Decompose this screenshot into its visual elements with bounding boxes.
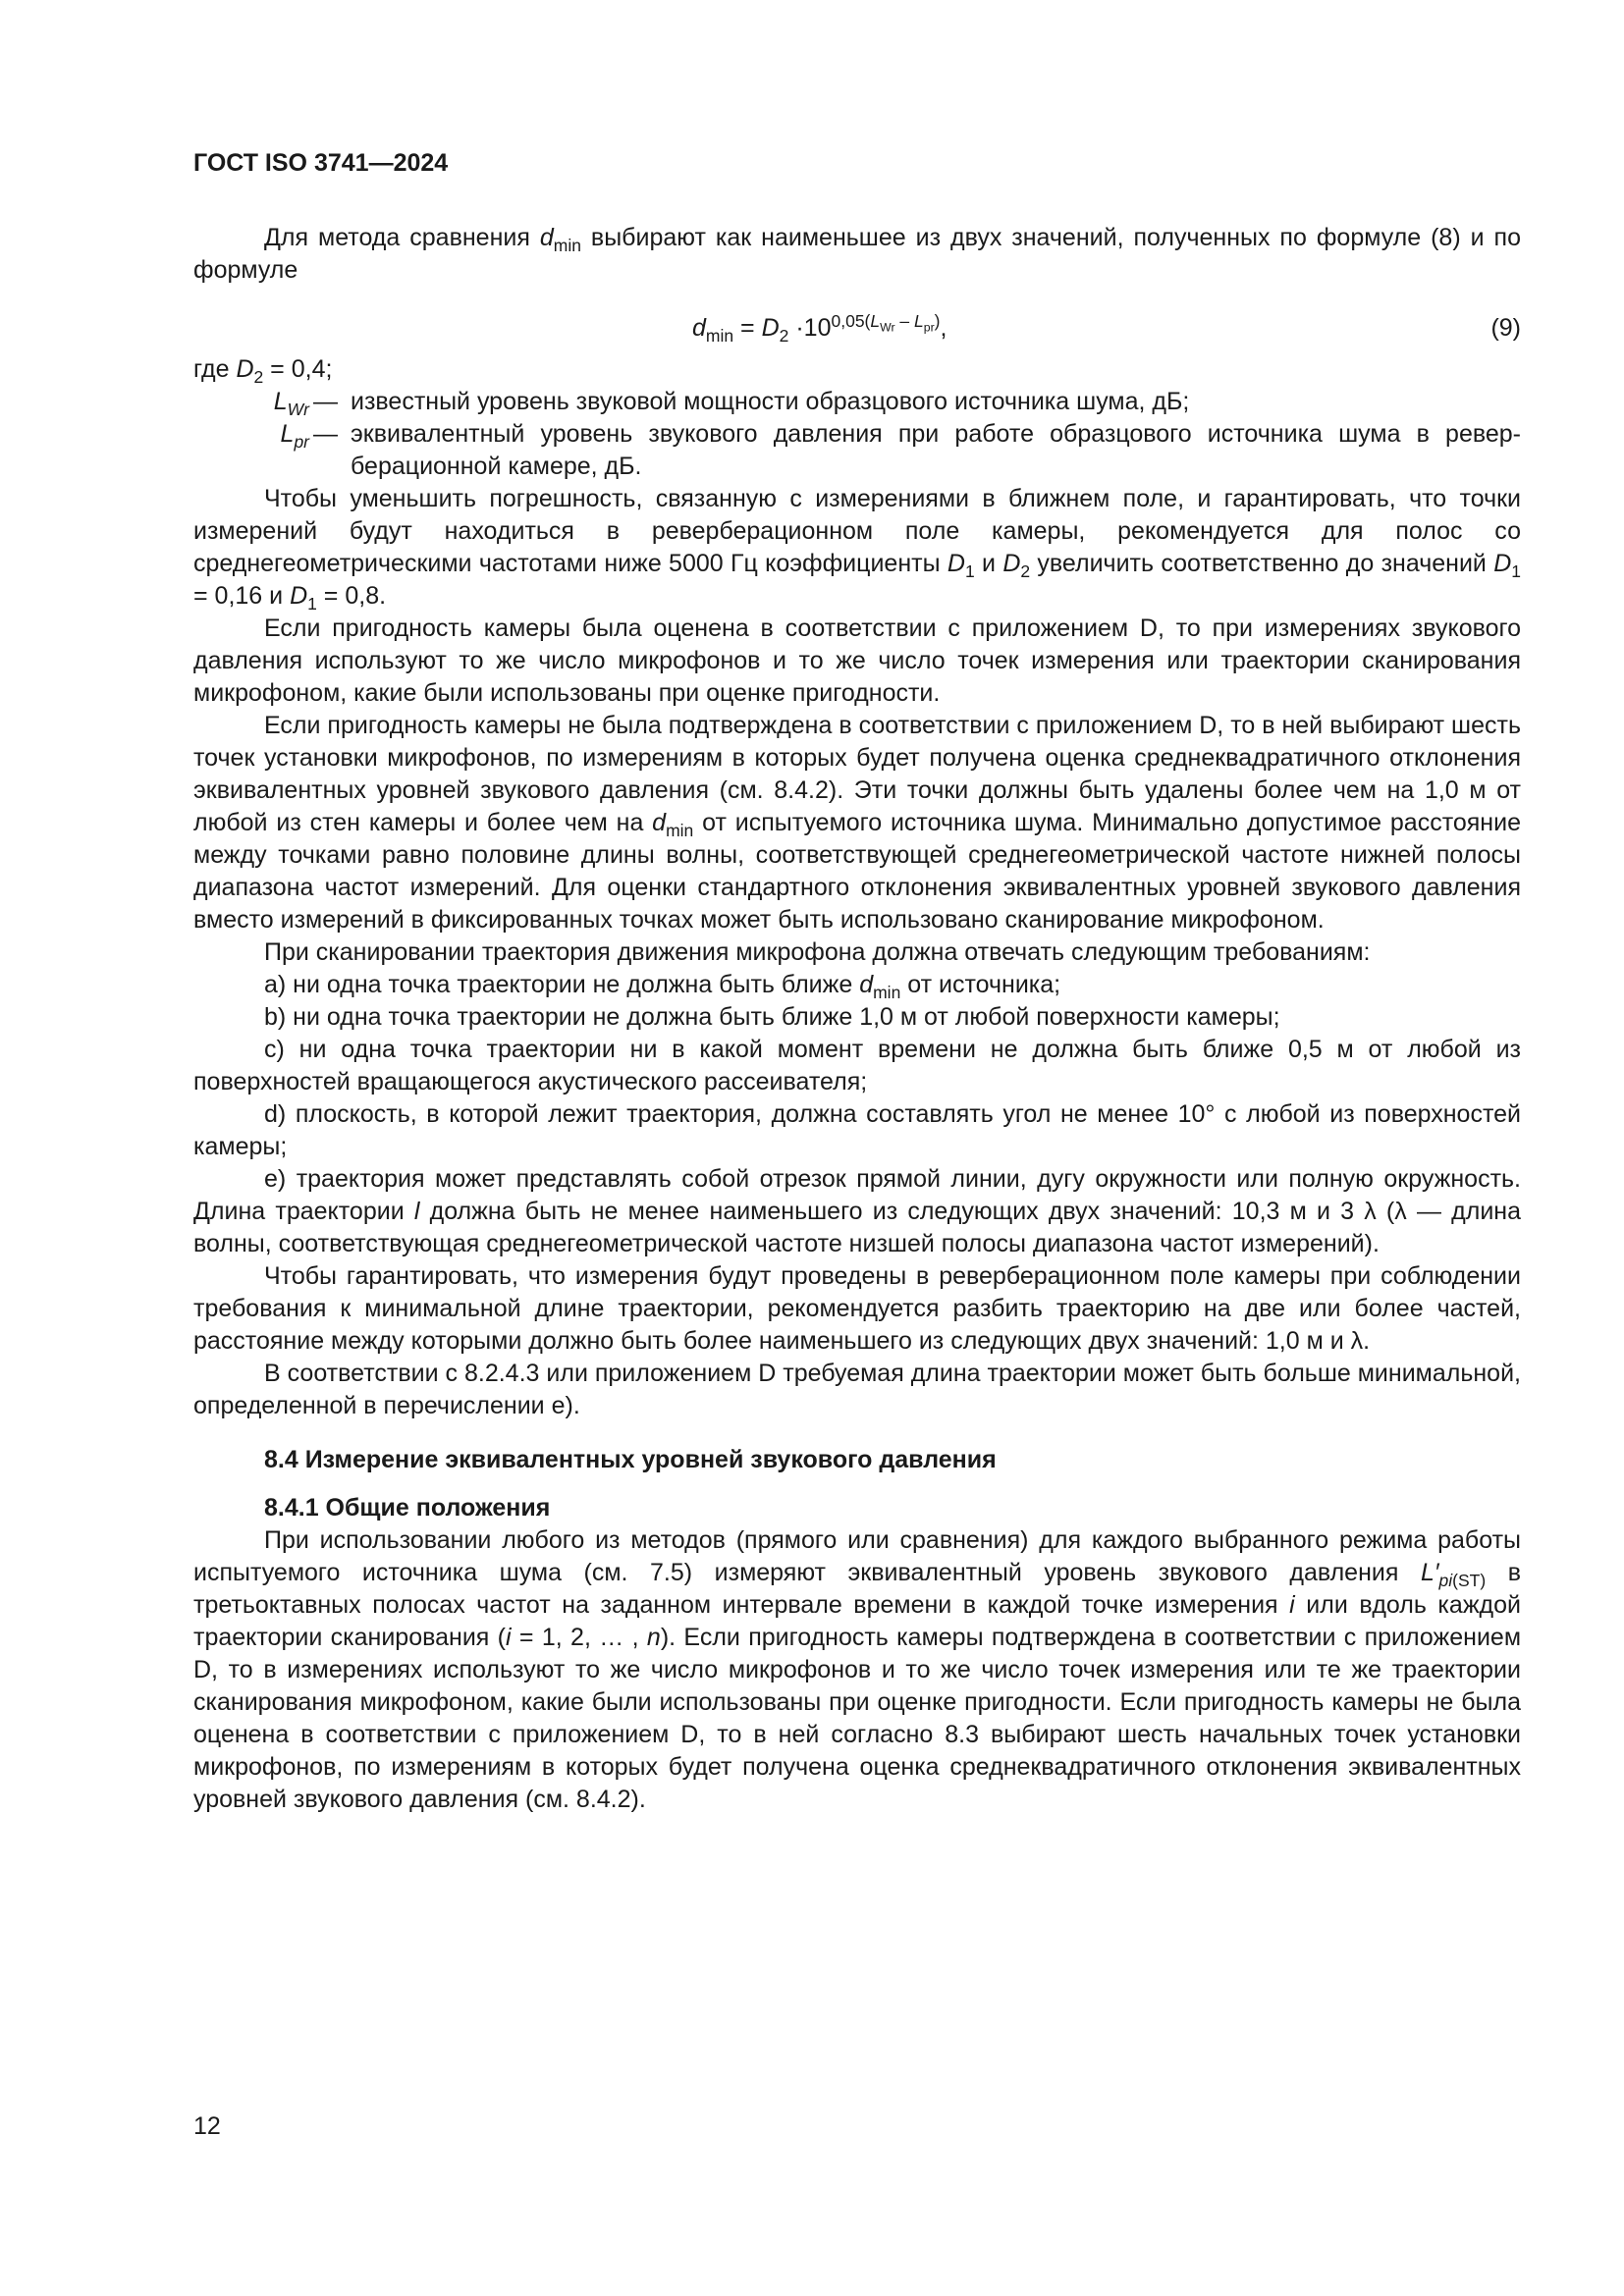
paragraph: Чтобы гарантировать, что измерения будут проведены в реверберационном поле камеры при соблюдении требования к минимальной длине траектории, рекомендуется разбить траекторию на две или более частей, расстояние между которыми должно быть более наименьшего из следующих двух значений: 1,0 м и λ. <box>193 1262 1521 1355</box>
section-heading: 8.4 Измерение эквивалентных уровней звукового давления <box>264 1446 997 1473</box>
paragraph: При сканировании траектория движения микрофона должна отвечать следующим требованиям: <box>264 938 1371 966</box>
where-item: $L_{Wr}$ — известный уровень звуковой мощности образцового источника шума, дБ; <box>273 388 1190 419</box>
list-item: c) ни одна точка траектории ни в какой момент времени не должна быть ближе 0,5 м от любой из поверхностей вращающегося акустического рассеивателя; <box>193 1036 1521 1095</box>
document-header: ГОСТ ISO 3741—2024 <box>193 149 449 177</box>
list-item: a) ни одна точка траектории не должна быть ближе $d_{min}$ от источника; <box>264 971 1061 1002</box>
paragraph: В соответствии с 8.2.4.3 или приложением D требуемая длина траектории может быть больше минимальной, определенной в перечислении e). <box>193 1360 1521 1419</box>
paragraph: Если пригодность камеры была оценена в соответствии с приложением D, то при измерениях звукового давления используют то же число микрофонов и то же число точек измерения или траектории сканирования микрофоном, какие были использованы при оценке пригодности. <box>193 614 1521 707</box>
equation-number: (9) <box>1490 314 1521 342</box>
list-item: b) ни одна точка траектории не должна быть ближе 1,0 м от любой поверхности камеры; <box>264 1003 1280 1031</box>
page-number: 12 <box>193 2112 221 2140</box>
document-body <box>193 222 1521 1816</box>
paragraph: Для метода сравнения $d_{min}$ выбирают как наименьшее из двух значений, полученных по формуле (8) и по формуле <box>193 224 1521 284</box>
paragraph: Если пригодность камеры не была подтверждена в соответствии с приложением D, то в ней выбирают шесть точек установки микрофонов, по измерениям в которых будет получена оценка среднеквадратичного отклонения эквивалентных уровней звукового давления (см. 8.4.2). Эти точки должны быть удалены более чем на 1,0 м от любой из стен камеры и более чем на $d_{min}$ от испытуемого источника шума. Минимально допустимое расстояние между точками равно половине длины волны, соответствующей среднегеометрической частоте нижней полосы диапазона частот измерений. Для оценки стандартного отклонения эквивалентных уровней звукового давления вместо измерений в фиксированных точках может быть использовано сканирование микрофоном. <box>193 712 1521 934</box>
formula-9 <box>193 291 1521 349</box>
paragraph: При использовании любого из методов (прямого или сравнения) для каждого выбранного режима работы испытуемого источника шума (см. 7.5) измеряют эквивалентный уровень звукового давления $L'_{pi(ST)}$ в третьоктавных полосах частот на заданном интервале времени в каждой точке измерения i или вдоль каждой траектории сканирования (i = 1, 2, … , n). Если пригодность камеры подтверждена в соответствии с приложением D, то в измерениях используют то же число микрофонов и то же число точек измерения или те же траектории сканирования микрофоном, какие были использованы при оценке пригодности. Если пригодность камеры не была оценена в соответствии с приложением D, то в ней согласно 8.3 выбирают шесть начальных точек установки микрофонов, по измерениям в которых будет получена оценка среднеквадратичного отклонения эквивалентных уровней звукового давления (см. 8.4.2). <box>193 1526 1522 1813</box>
where-intro: где $D_2 = 0,4$; <box>193 355 333 387</box>
where-item: $L_{pr}$ — эквивалентный уровень звукового давления при работе образцового источника шума в реверберационной камере, дБ. <box>280 420 1521 480</box>
list-item: e) траектория может представлять собой отрезок прямой линии, дугу окружности или полную окружность. Длина траектории l должна быть не менее наименьшего из следующих двух значений: 10,3 м и 3 λ (λ — длина волны, соответствующая среднегеометрической частоте низшей полосы диапазона частот измерений). <box>193 1165 1521 1257</box>
subsection-heading: 8.4.1 Общие положения <box>264 1494 551 1522</box>
formula-expression: $d_{min} = D_2 \cdot 10^{0,05(L_{Wr} - L_{pr})}$, <box>692 310 947 346</box>
list-item: d) плоскость, в которой лежит траектория, должна составлять угол не менее 10° с любой из поверхностей камеры; <box>193 1100 1521 1160</box>
paragraph: Чтобы уменьшить погрешность, связанную с измерениями в ближнем поле, и гарантировать, что точки измерений будут находиться в реверберационном поле камеры, рекомендуется для полос со среднегеометрическими частотами ниже 5000 Гц коэффициенты $D_1$ и $D_2$ увеличить соответственно до значений $D_1 = 0,16$ и $D_1 = 0,8$. <box>193 485 1522 614</box>
